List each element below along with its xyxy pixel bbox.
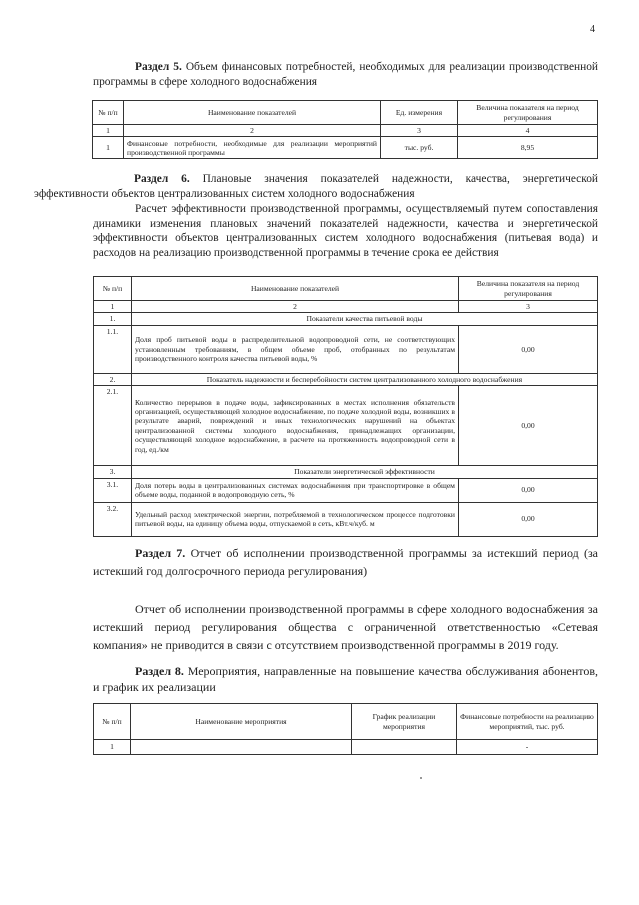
- section-7-heading: [93, 544, 598, 580]
- table-number-row: [94, 301, 598, 313]
- section-8-title: Мероприятия, направленные на повышение качества обслуживания абонентов, и график их реализации: [93, 664, 599, 694]
- table-header-row: [93, 101, 598, 125]
- table-row: [94, 386, 598, 466]
- group-row: [94, 373, 598, 385]
- table-row: [93, 137, 598, 159]
- row-name: Количество перерывов в подаче воды, зафиксированных в местах исполнения обязательств организацией, осуществляющей холодное водоснабжение, по подаче холодной воды, возникших в результате аварий, повреждений и иных технологических нарушений на объектах централизованной системы холодного водоснабжения, принадлежащих организации, осуществляющей холодное водоснабжение, в расчете на протяженность водопроводной сети в год, ед./км: [132, 386, 459, 466]
- header-cell: График реализации мероприятия: [352, 704, 457, 740]
- section-6-heading: [34, 172, 598, 201]
- group-row: [94, 313, 598, 325]
- section-8-table: [93, 703, 598, 755]
- table-header-row: [94, 704, 598, 740]
- row-value: 0,00: [459, 386, 598, 466]
- row-number: 1: [93, 137, 124, 159]
- table-number-row: [93, 125, 598, 137]
- row-value: 0,00: [459, 478, 598, 502]
- header-cell: Величина показателя на период регулирования: [458, 101, 598, 125]
- row-name: [131, 740, 352, 755]
- section-6-label: Раздел 6.: [134, 173, 190, 185]
- number-cell: 1: [94, 301, 132, 313]
- row-number: 1: [94, 740, 131, 755]
- group-title: Показатели энергетической эффективности: [132, 466, 598, 478]
- section-6-paragraph: Расчет эффективности производственной программы, осуществляемый путем сопоставления динамики изменения плановых значений показателей надежности, качества и энергетической эффективности объектов централизованных систем холодного водоснабжения (питьевая вода) и расходов на реализацию производственной программы в течение срока ее действия: [93, 203, 598, 259]
- header-cell: Величина показателя на период регулирования: [459, 277, 598, 301]
- header-cell: Финансовые потребности на реализацию мероприятий, тыс. руб.: [457, 704, 598, 740]
- row-name: Доля потерь воды в централизованных системах водоснабжения при транспортировке в общем объеме воды, поданной в водопроводную сеть, %: [132, 478, 459, 502]
- row-name: Финансовые потребности, необходимые для реализации мероприятий производственной программы: [124, 137, 381, 159]
- header-cell: Наименование показателей: [132, 277, 459, 301]
- row-unit: тыс. руб.: [381, 137, 458, 159]
- number-cell: 2: [124, 125, 381, 137]
- header-cell: Наименование мероприятия: [131, 704, 352, 740]
- row-number: 1.1.: [94, 325, 132, 373]
- header-cell: № п/п: [94, 704, 131, 740]
- page-number: 4: [590, 24, 595, 35]
- header-cell: Ед. измерения: [381, 101, 458, 125]
- group-row: [94, 466, 598, 478]
- section-7-paragraph: Отчет об исполнении производственной программы в сфере холодного водоснабжения за истекший период регулирования общества с ограниченной ответственностью «Сетевая компания» не приводится в связи с отсутствием производственной программы в 2019 году.: [93, 602, 598, 652]
- row-number: 3.1.: [94, 478, 132, 502]
- table-row: [94, 325, 598, 373]
- section-5-title: Объем финансовых потребностей, необходимых для реализации производственной программы в сфере холодного водоснабжения: [93, 61, 598, 88]
- group-number: 1.: [94, 313, 132, 325]
- number-cell: 4: [458, 125, 598, 137]
- section-7-title: Отчет об исполнении производственной программы за истекший период (за истекший год долгосрочного периода регулирования): [93, 546, 599, 578]
- section-8-heading: [93, 663, 598, 695]
- section-7-label: Раздел 7.: [135, 546, 186, 560]
- row-schedule: [352, 740, 457, 755]
- table-row: [94, 740, 598, 755]
- section-6-title: Плановые значения показателей надежности, качества, энергетической эффективности объектов централизованных систем холодного водоснабжения: [34, 173, 598, 200]
- header-cell: № п/п: [94, 277, 132, 301]
- row-name: Доля проб питьевой воды в распределительной водопроводной сети, не соответствующих установленным требованиям, в общем объеме проб, отобранных по результатам производственного контроля качества питьевой воды, %: [132, 325, 459, 373]
- row-name: Удельный расход электрической энергии, потребляемой в технологическом процессе подготовки питьевой воды, на единицу объема воды, отпускаемой в сеть, кВт.ч/куб. м: [132, 502, 459, 536]
- table-header-row: [94, 277, 598, 301]
- section-6-table: [93, 276, 598, 537]
- section-5-heading: [93, 60, 598, 89]
- section-8-label: Раздел 8.: [135, 664, 184, 678]
- section-5-label: Раздел 5.: [135, 61, 182, 73]
- group-title: Показатели качества питьевой воды: [132, 313, 598, 325]
- header-cell: № п/п: [93, 101, 124, 125]
- number-cell: 3: [381, 125, 458, 137]
- number-cell: 3: [459, 301, 598, 313]
- number-cell: 2: [132, 301, 459, 313]
- section-5-table: [92, 100, 598, 159]
- row-value: 0,00: [459, 502, 598, 536]
- row-value: 0,00: [459, 325, 598, 373]
- table-row: [94, 478, 598, 502]
- number-cell: 1: [93, 125, 124, 137]
- table-row: [94, 502, 598, 536]
- group-title: Показатель надежности и бесперебойности систем централизованного холодного водоснабжения: [132, 373, 598, 385]
- scan-speck: [420, 777, 422, 779]
- header-cell: Наименование показателей: [124, 101, 381, 125]
- row-number: 3.2.: [94, 502, 132, 536]
- row-value: -: [457, 740, 598, 755]
- row-value: 8,95: [458, 137, 598, 159]
- row-number: 2.1.: [94, 386, 132, 466]
- group-number: 3.: [94, 466, 132, 478]
- group-number: 2.: [94, 373, 132, 385]
